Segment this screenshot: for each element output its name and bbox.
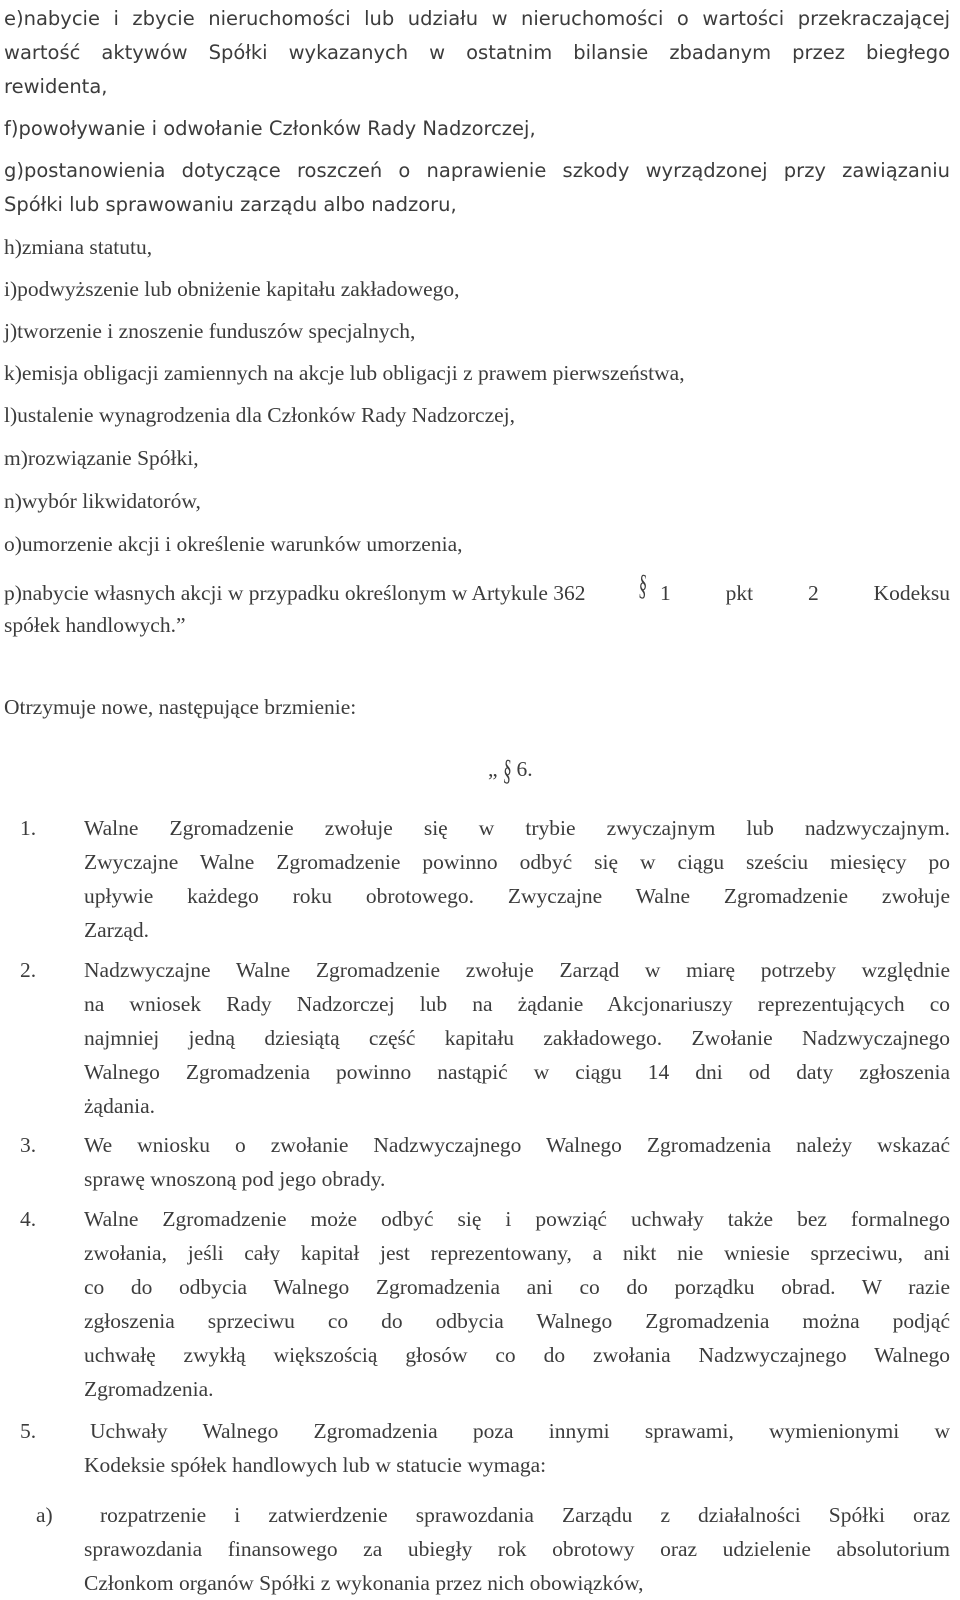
intro-text: Otrzymuje nowe, następujące brzmienie: — [4, 695, 357, 719]
point-1-line-3: upływie każdego roku obrotowego. Zwyczajne Walne Zgromadzenie zwołuje — [84, 884, 950, 908]
point-4-line-4: zgłoszenia sprzeciwu co do odbycia Walnego Zgromadzenia można podjąć — [84, 1309, 950, 1333]
list-item-p-second-part: 1 pkt 2 Kodeksu — [660, 581, 950, 605]
section-open-quote: „ — [488, 757, 498, 781]
point-2-line-4: Walnego Zgromadzenia powinno nastąpić w ciągu 14 dni od daty zgłoszenia — [84, 1060, 950, 1084]
list-item-n: n)wybór likwidatorów, — [4, 489, 201, 513]
point-3-line-1: We wniosku o zwołanie Nadzwyczajnego Walnego Zgromadzenia należy wskazać — [84, 1133, 950, 1157]
point-number-1: 1. — [20, 816, 37, 840]
list-item-k: k)emisja obligacji zamiennych na akcje lub obligacji z prawem pierwszeństwa, — [4, 361, 685, 385]
sub-item-a-line-1: rozpatrzenie i zatwierdzenie sprawozdania Zarządu z działalności Spółki oraz — [100, 1503, 950, 1527]
list-item-e-line-1: e)nabycie i zbycie nieruchomości lub udziału w nieruchomości o wartości przekraczającej — [4, 7, 950, 30]
point-1-line-1: Walne Zgromadzenie zwołuje się w trybie zwyczajnym lub nadzwyczajnym. — [84, 816, 950, 840]
section-mark: § — [501, 753, 513, 788]
point-number-4: 4. — [20, 1207, 37, 1231]
list-item-e-line-3: rewidenta, — [4, 75, 108, 98]
list-item-g-line-1: g)postanowienia dotyczące roszczeń o naprawienie szkody wyrządzonej przy zawiązaniu — [4, 159, 950, 182]
list-item-o: o)umorzenie akcji i określenie warunków umorzenia, — [4, 532, 463, 556]
point-2-line-3: najmniej jedną dziesiątą część kapitału zakładowego. Zwołanie Nadzwyczajnego — [84, 1026, 950, 1050]
point-number-3: 3. — [20, 1133, 37, 1157]
point-number-5: 5. — [20, 1419, 37, 1443]
list-item-p-line-2: spółek handlowych.” — [4, 613, 186, 637]
point-4-line-5: uchwałę zwykłą większością głosów co do zwołania Nadzwyczajnego Walnego — [84, 1343, 950, 1367]
point-1-line-2: Zwyczajne Walne Zgromadzenie powinno odbyć się w ciągu sześciu miesięcy po — [84, 850, 950, 874]
point-5-line-2: Kodeksie spółek handlowych lub w statucie wymaga: — [84, 1453, 547, 1477]
point-4-line-3: co do odbycia Walnego Zgromadzenia ani co do porządku obrad. W razie — [84, 1275, 950, 1299]
list-item-l: l)ustalenie wynagrodzenia dla Członków Rady Nadzorczej, — [4, 403, 516, 427]
list-item-m: m)rozwiązanie Spółki, — [4, 446, 199, 470]
point-3-line-2: sprawę wnoszoną pod jego obrady. — [84, 1167, 386, 1191]
list-item-j: j)tworzenie i znoszenie funduszów specjalnych, — [4, 319, 416, 343]
point-4-line-1: Walne Zgromadzenie może odbyć się i powziąć uchwały także bez formalnego — [84, 1207, 950, 1231]
sub-item-a-line-3: Członkom organów Spółki z wykonania przez nich obowiązków, — [84, 1571, 644, 1595]
point-2-line-2: na wniosek Rady Nadzorczej lub na żądanie Akcjonariuszy reprezentujących co — [84, 992, 950, 1016]
sub-item-a-line-2: sprawozdania finansowego za ubiegły rok obrotowy oraz udzielenie absolutorium — [84, 1537, 950, 1561]
paragraph-mark: § — [637, 568, 648, 603]
point-5-line-1: Uchwały Walnego Zgromadzenia poza innymi sprawami, wymienionymi w — [90, 1419, 950, 1443]
list-item-f: f)powoływanie i odwołanie Członków Rady Nadzorczej, — [4, 117, 536, 140]
point-2-line-5: żądania. — [84, 1094, 156, 1118]
point-1-line-4: Zarząd. — [84, 918, 150, 942]
list-item-h: h)zmiana statutu, — [4, 235, 153, 259]
list-item-i: i)podwyższenie lub obniżenie kapitału zakładowego, — [4, 277, 460, 301]
point-number-2: 2. — [20, 958, 37, 982]
section-heading — [488, 752, 533, 786]
point-2-line-1: Nadzwyczajne Walne Zgromadzenie zwołuje Zarząd w miarę potrzeby względnie — [84, 958, 950, 982]
list-item-p-first-part: p)nabycie własnych akcji w przypadku określonym w Artykule 362 — [4, 581, 586, 605]
point-4-line-6: Zgromadzenia. — [84, 1377, 214, 1401]
list-item-p-line-1 — [4, 568, 950, 610]
sub-item-a-label: a) — [36, 1503, 53, 1527]
list-item-g-line-2: Spółki lub sprawowaniu zarządu albo nadzoru, — [4, 193, 457, 216]
section-number: 6. — [516, 757, 533, 781]
list-item-e-line-2: wartość aktywów Spółki wykazanych w ostatnim bilansie zbadanym przez biegłego — [4, 41, 950, 64]
point-4-line-2: zwołania, jeśli cały kapitał jest reprezentowany, a nikt nie wniesie sprzeciwu, ani — [84, 1241, 950, 1265]
